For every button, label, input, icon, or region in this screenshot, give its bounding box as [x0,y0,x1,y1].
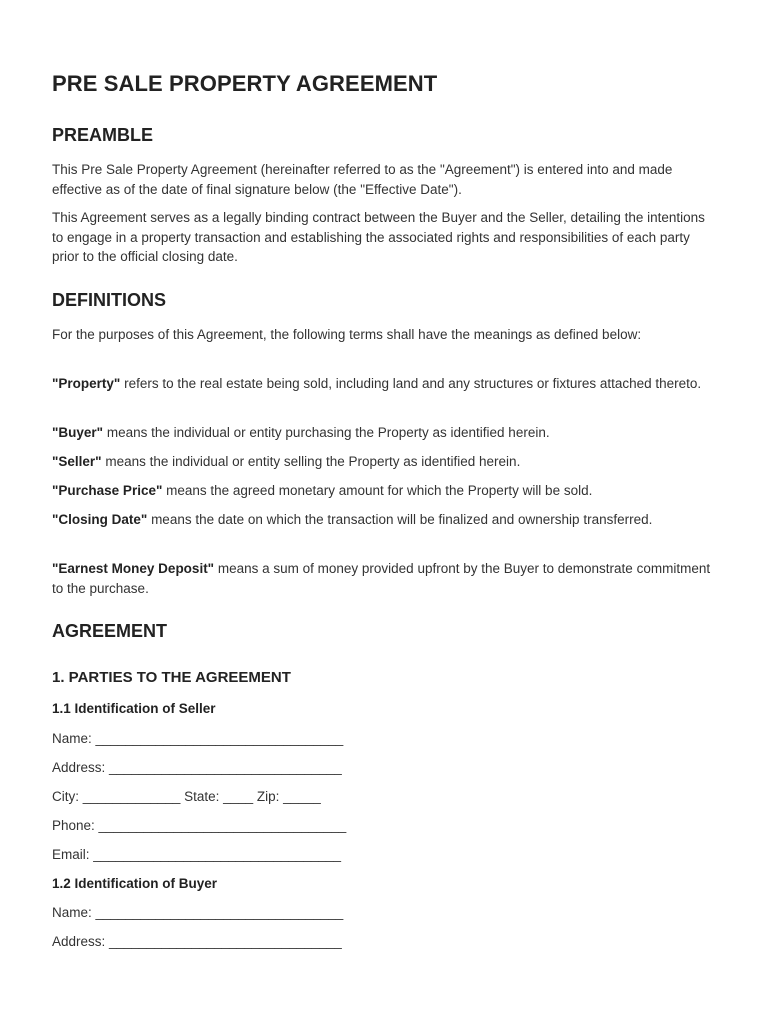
definition-closing-date [52,510,712,530]
preamble-heading: PREAMBLE [52,125,154,145]
seller-identification-heading: 1.1 Identification of Seller [52,701,216,716]
definition-earnest-money-deposit [52,559,712,598]
section-1-heading: 1. PARTIES TO THE AGREEMENT [52,669,291,686]
definition-property [52,374,712,394]
definition-text: means a sum of money provided upfront by the Buyer to demonstrate commitment to the purchase. [52,561,711,596]
buyer-identification-heading: 1.2 Identification of Buyer [52,876,218,891]
definition-text: means the individual or entity selling the Property as identified herein. [101,454,521,469]
buyer-address-field: Address: _______________________________ [52,934,342,949]
preamble-paragraph-2: This Agreement serves as a legally binding contract between the Buyer and the Seller, detailing the intentions to engage in a property transaction and establishing the associated rights and responsibilities of each party prior to the official closing date. [52,210,705,264]
buyer-name-field: Name: _________________________________ [52,905,344,920]
definition-seller [52,452,712,472]
definition-term: "Purchase Price" [52,483,163,498]
document-title: PRE SALE PROPERTY AGREEMENT [52,71,438,96]
definition-term: "Property" [52,376,121,391]
definition-term: "Closing Date" [52,512,148,527]
definition-text: refers to the real estate being sold, including land and any structures or fixtures attached thereto. [120,376,702,391]
seller-city-state-zip-field: City: _____________ State: ____ Zip: _____ [52,789,321,804]
definition-purchase-price [52,481,712,501]
seller-phone-field: Phone: _________________________________ [52,818,347,833]
definition-term: "Seller" [52,454,102,469]
definition-term: "Buyer" [52,425,104,440]
seller-name-field: Name: _________________________________ [52,731,344,746]
definition-text: means the agreed monetary amount for which the Property will be sold. [162,483,593,498]
definition-term: "Earnest Money Deposit" [52,561,215,576]
definition-text: means the date on which the transaction will be finalized and ownership transferred. [147,512,653,527]
definition-text: means the individual or entity purchasing the Property as identified herein. [103,425,550,440]
agreement-heading: AGREEMENT [52,621,168,641]
preamble-paragraph-1: This Pre Sale Property Agreement (hereinafter referred to as the "Agreement") is entered into and made effective as of the date of final signature below (the "Effective Date"). [52,162,673,197]
definitions-heading: DEFINITIONS [52,290,167,310]
seller-address-field: Address: _______________________________ [52,760,342,775]
definition-buyer [52,423,712,443]
definitions-intro: For the purposes of this Agreement, the following terms shall have the meanings as defined below: [52,327,642,342]
seller-email-field: Email: _________________________________ [52,847,342,862]
